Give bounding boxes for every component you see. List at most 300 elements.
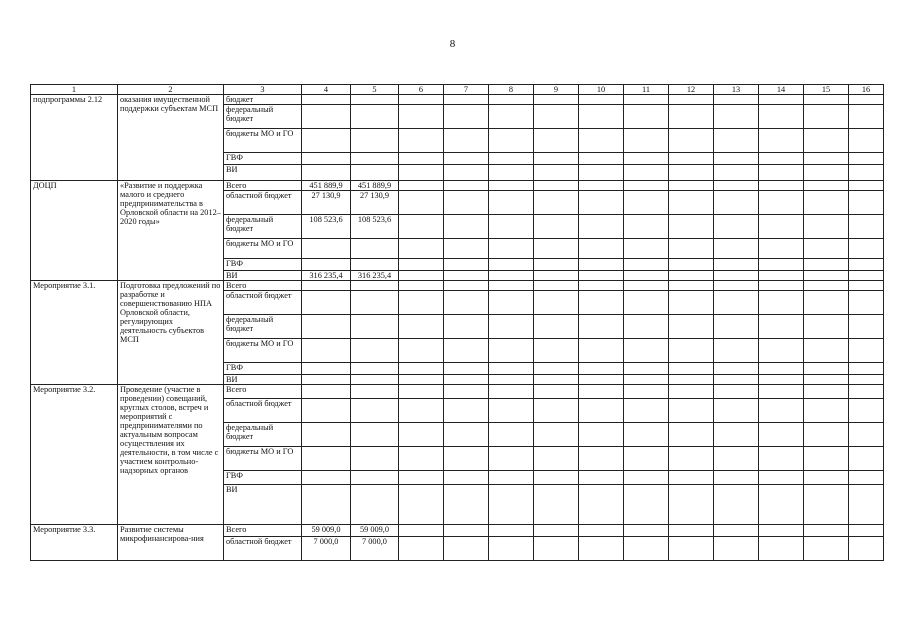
- empty-cell-col-16: [849, 153, 884, 165]
- program-name-cell: Развитие системы микрофинансирова-ния: [118, 525, 224, 561]
- empty-cell-col-11: [624, 375, 669, 385]
- empty-cell-col-15: [804, 485, 849, 525]
- empty-cell-col-15: [804, 315, 849, 339]
- empty-cell-col-11: [624, 281, 669, 291]
- table-row: [31, 281, 884, 291]
- amount-year-cell: [351, 385, 399, 399]
- amount-year-cell: [351, 363, 399, 375]
- column-header-4: 4: [302, 85, 351, 95]
- empty-cell-col-12: [669, 399, 714, 423]
- empty-cell-col-16: [849, 315, 884, 339]
- empty-cell-col-14: [759, 525, 804, 537]
- budget-table: [30, 84, 884, 561]
- empty-cell-col-6: [399, 281, 444, 291]
- empty-cell-col-13: [714, 281, 759, 291]
- empty-cell-col-7: [444, 339, 489, 363]
- empty-cell-col-8: [489, 215, 534, 239]
- empty-cell-col-6: [399, 423, 444, 447]
- amount-total-cell: 7 000,0: [302, 537, 351, 561]
- empty-cell-col-12: [669, 525, 714, 537]
- empty-cell-col-9: [534, 525, 579, 537]
- empty-cell-col-13: [714, 339, 759, 363]
- program-name-cell: Подготовка предложений по разработке и совершенствованию НПА Орловской области, регулирующих деятельность субъектов МСП: [118, 281, 224, 385]
- empty-cell-col-15: [804, 471, 849, 485]
- empty-cell-col-16: [849, 537, 884, 561]
- empty-cell-col-6: [399, 399, 444, 423]
- empty-cell-col-8: [489, 181, 534, 191]
- empty-cell-col-6: [399, 271, 444, 281]
- empty-cell-col-13: [714, 363, 759, 375]
- empty-cell-col-10: [579, 95, 624, 105]
- amount-year-cell: 316 235,4: [351, 271, 399, 281]
- funding-source-cell: ВИ: [224, 165, 302, 181]
- empty-cell-col-6: [399, 339, 444, 363]
- empty-cell-col-13: [714, 423, 759, 447]
- empty-cell-col-6: [399, 181, 444, 191]
- empty-cell-col-7: [444, 239, 489, 259]
- empty-cell-col-15: [804, 95, 849, 105]
- table-row: [31, 525, 884, 537]
- empty-cell-col-6: [399, 239, 444, 259]
- empty-cell-col-8: [489, 165, 534, 181]
- program-name-cell: оказания имущественной поддержки субъектам МСП: [118, 95, 224, 181]
- funding-source-cell: бюджеты МО и ГО: [224, 239, 302, 259]
- empty-cell-col-6: [399, 537, 444, 561]
- column-header-3: 3: [224, 85, 302, 95]
- empty-cell-col-10: [579, 485, 624, 525]
- empty-cell-col-11: [624, 471, 669, 485]
- empty-cell-col-16: [849, 525, 884, 537]
- empty-cell-col-8: [489, 259, 534, 271]
- empty-cell-col-14: [759, 191, 804, 215]
- empty-cell-col-9: [534, 485, 579, 525]
- empty-cell-col-11: [624, 239, 669, 259]
- empty-cell-col-15: [804, 153, 849, 165]
- empty-cell-col-14: [759, 271, 804, 281]
- empty-cell-col-13: [714, 105, 759, 129]
- empty-cell-col-10: [579, 191, 624, 215]
- empty-cell-col-16: [849, 239, 884, 259]
- funding-source-cell: бюджеты МО и ГО: [224, 447, 302, 471]
- empty-cell-col-7: [444, 281, 489, 291]
- column-header-7: 7: [444, 85, 489, 95]
- empty-cell-col-9: [534, 129, 579, 153]
- empty-cell-col-7: [444, 105, 489, 129]
- empty-cell-col-16: [849, 399, 884, 423]
- empty-cell-col-7: [444, 271, 489, 281]
- empty-cell-col-10: [579, 423, 624, 447]
- empty-cell-col-15: [804, 537, 849, 561]
- empty-cell-col-11: [624, 153, 669, 165]
- empty-cell-col-8: [489, 471, 534, 485]
- empty-cell-col-7: [444, 399, 489, 423]
- empty-cell-col-15: [804, 271, 849, 281]
- empty-cell-col-10: [579, 181, 624, 191]
- funding-source-cell: областной бюджет: [224, 291, 302, 315]
- funding-source-cell: ГВФ: [224, 363, 302, 375]
- amount-total-cell: [302, 95, 351, 105]
- empty-cell-col-13: [714, 385, 759, 399]
- empty-cell-col-13: [714, 129, 759, 153]
- amount-year-cell: [351, 375, 399, 385]
- empty-cell-col-11: [624, 447, 669, 471]
- amount-total-cell: 108 523,6: [302, 215, 351, 239]
- empty-cell-col-10: [579, 399, 624, 423]
- empty-cell-col-9: [534, 385, 579, 399]
- funding-source-cell: федеральный бюджет: [224, 315, 302, 339]
- empty-cell-col-10: [579, 291, 624, 315]
- empty-cell-col-12: [669, 281, 714, 291]
- empty-cell-col-14: [759, 339, 804, 363]
- empty-cell-col-10: [579, 259, 624, 271]
- amount-year-cell: 27 130,9: [351, 191, 399, 215]
- empty-cell-col-9: [534, 363, 579, 375]
- empty-cell-col-15: [804, 525, 849, 537]
- amount-year-cell: [351, 485, 399, 525]
- empty-cell-col-13: [714, 259, 759, 271]
- empty-cell-col-9: [534, 315, 579, 339]
- empty-cell-col-14: [759, 239, 804, 259]
- empty-cell-col-16: [849, 385, 884, 399]
- page-number: 8: [449, 38, 456, 50]
- empty-cell-col-14: [759, 315, 804, 339]
- column-header-13: 13: [714, 85, 759, 95]
- empty-cell-col-14: [759, 375, 804, 385]
- empty-cell-col-7: [444, 165, 489, 181]
- empty-cell-col-14: [759, 363, 804, 375]
- empty-cell-col-14: [759, 423, 804, 447]
- empty-cell-col-16: [849, 339, 884, 363]
- empty-cell-col-10: [579, 215, 624, 239]
- empty-cell-col-9: [534, 447, 579, 471]
- empty-cell-col-13: [714, 447, 759, 471]
- amount-total-cell: [302, 471, 351, 485]
- empty-cell-col-10: [579, 363, 624, 375]
- empty-cell-col-9: [534, 165, 579, 181]
- funding-source-cell: Всего: [224, 181, 302, 191]
- empty-cell-col-13: [714, 485, 759, 525]
- empty-cell-col-8: [489, 239, 534, 259]
- empty-cell-col-10: [579, 471, 624, 485]
- empty-cell-col-6: [399, 259, 444, 271]
- amount-year-cell: [351, 447, 399, 471]
- column-number-row: [31, 85, 884, 95]
- amount-total-cell: [302, 423, 351, 447]
- empty-cell-col-12: [669, 239, 714, 259]
- empty-cell-col-14: [759, 281, 804, 291]
- empty-cell-col-12: [669, 215, 714, 239]
- funding-source-cell: областной бюджет: [224, 399, 302, 423]
- program-name-cell: «Развитие и поддержка малого и среднего предпринимательства в Орловской области на 2012–2020 годы»: [118, 181, 224, 281]
- amount-year-cell: [351, 471, 399, 485]
- empty-cell-col-15: [804, 291, 849, 315]
- empty-cell-col-9: [534, 215, 579, 239]
- amount-total-cell: [302, 485, 351, 525]
- column-header-6: 6: [399, 85, 444, 95]
- empty-cell-col-15: [804, 281, 849, 291]
- empty-cell-col-7: [444, 181, 489, 191]
- empty-cell-col-9: [534, 399, 579, 423]
- empty-cell-col-13: [714, 181, 759, 191]
- empty-cell-col-15: [804, 239, 849, 259]
- amount-total-cell: [302, 315, 351, 339]
- amount-total-cell: [302, 363, 351, 375]
- amount-year-cell: [351, 165, 399, 181]
- table-body: [31, 95, 884, 561]
- empty-cell-col-16: [849, 191, 884, 215]
- funding-source-cell: областной бюджет: [224, 191, 302, 215]
- empty-cell-col-16: [849, 281, 884, 291]
- program-status-cell: подпрограммы 2.12: [31, 95, 118, 181]
- empty-cell-col-7: [444, 537, 489, 561]
- amount-year-cell: [351, 339, 399, 363]
- empty-cell-col-12: [669, 129, 714, 153]
- funding-source-cell: ВИ: [224, 375, 302, 385]
- empty-cell-col-14: [759, 471, 804, 485]
- amount-year-cell: [351, 423, 399, 447]
- empty-cell-col-10: [579, 105, 624, 129]
- funding-source-cell: ГВФ: [224, 259, 302, 271]
- empty-cell-col-15: [804, 375, 849, 385]
- amount-year-cell: 59 009,0: [351, 525, 399, 537]
- empty-cell-col-16: [849, 271, 884, 281]
- empty-cell-col-16: [849, 291, 884, 315]
- amount-year-cell: [351, 281, 399, 291]
- empty-cell-col-8: [489, 399, 534, 423]
- empty-cell-col-6: [399, 447, 444, 471]
- empty-cell-col-16: [849, 181, 884, 191]
- funding-source-cell: ГВФ: [224, 471, 302, 485]
- empty-cell-col-15: [804, 363, 849, 375]
- empty-cell-col-13: [714, 525, 759, 537]
- empty-cell-col-11: [624, 423, 669, 447]
- empty-cell-col-11: [624, 271, 669, 281]
- empty-cell-col-11: [624, 339, 669, 363]
- amount-year-cell: [351, 239, 399, 259]
- program-status-cell: ДОЦП: [31, 181, 118, 281]
- empty-cell-col-12: [669, 153, 714, 165]
- empty-cell-col-13: [714, 191, 759, 215]
- empty-cell-col-12: [669, 271, 714, 281]
- funding-source-cell: федеральный бюджет: [224, 215, 302, 239]
- empty-cell-col-16: [849, 423, 884, 447]
- empty-cell-col-12: [669, 95, 714, 105]
- empty-cell-col-14: [759, 291, 804, 315]
- empty-cell-col-8: [489, 485, 534, 525]
- empty-cell-col-8: [489, 129, 534, 153]
- empty-cell-col-11: [624, 191, 669, 215]
- empty-cell-col-14: [759, 485, 804, 525]
- amount-year-cell: [351, 291, 399, 315]
- empty-cell-col-16: [849, 471, 884, 485]
- amount-total-cell: 451 889,9: [302, 181, 351, 191]
- empty-cell-col-12: [669, 105, 714, 129]
- empty-cell-col-16: [849, 485, 884, 525]
- empty-cell-col-7: [444, 259, 489, 271]
- empty-cell-col-16: [849, 363, 884, 375]
- empty-cell-col-16: [849, 447, 884, 471]
- empty-cell-col-12: [669, 191, 714, 215]
- empty-cell-col-8: [489, 95, 534, 105]
- empty-cell-col-15: [804, 339, 849, 363]
- amount-year-cell: 451 889,9: [351, 181, 399, 191]
- empty-cell-col-11: [624, 315, 669, 339]
- empty-cell-col-8: [489, 525, 534, 537]
- empty-cell-col-14: [759, 385, 804, 399]
- empty-cell-col-13: [714, 215, 759, 239]
- empty-cell-col-10: [579, 339, 624, 363]
- empty-cell-col-12: [669, 363, 714, 375]
- empty-cell-col-9: [534, 105, 579, 129]
- empty-cell-col-6: [399, 525, 444, 537]
- empty-cell-col-11: [624, 485, 669, 525]
- empty-cell-col-13: [714, 537, 759, 561]
- empty-cell-col-11: [624, 215, 669, 239]
- empty-cell-col-15: [804, 165, 849, 181]
- empty-cell-col-7: [444, 215, 489, 239]
- empty-cell-col-13: [714, 239, 759, 259]
- empty-cell-col-7: [444, 485, 489, 525]
- empty-cell-col-13: [714, 315, 759, 339]
- amount-year-cell: [351, 259, 399, 271]
- empty-cell-col-15: [804, 105, 849, 129]
- empty-cell-col-14: [759, 129, 804, 153]
- empty-cell-col-10: [579, 525, 624, 537]
- column-header-12: 12: [669, 85, 714, 95]
- empty-cell-col-11: [624, 291, 669, 315]
- empty-cell-col-12: [669, 291, 714, 315]
- empty-cell-col-6: [399, 375, 444, 385]
- amount-total-cell: [302, 165, 351, 181]
- funding-source-cell: Всего: [224, 281, 302, 291]
- empty-cell-col-6: [399, 315, 444, 339]
- empty-cell-col-12: [669, 315, 714, 339]
- empty-cell-col-9: [534, 471, 579, 485]
- empty-cell-col-12: [669, 423, 714, 447]
- empty-cell-col-7: [444, 525, 489, 537]
- empty-cell-col-6: [399, 471, 444, 485]
- empty-cell-col-8: [489, 537, 534, 561]
- empty-cell-col-8: [489, 291, 534, 315]
- empty-cell-col-10: [579, 385, 624, 399]
- empty-cell-col-8: [489, 105, 534, 129]
- empty-cell-col-12: [669, 181, 714, 191]
- column-header-1: 1: [31, 85, 118, 95]
- amount-total-cell: 59 009,0: [302, 525, 351, 537]
- empty-cell-col-15: [804, 447, 849, 471]
- empty-cell-col-10: [579, 153, 624, 165]
- amount-total-cell: [302, 129, 351, 153]
- empty-cell-col-6: [399, 105, 444, 129]
- empty-cell-col-10: [579, 375, 624, 385]
- column-header-11: 11: [624, 85, 669, 95]
- empty-cell-col-15: [804, 129, 849, 153]
- empty-cell-col-11: [624, 95, 669, 105]
- empty-cell-col-6: [399, 363, 444, 375]
- empty-cell-col-14: [759, 259, 804, 271]
- column-header-5: 5: [351, 85, 399, 95]
- empty-cell-col-13: [714, 471, 759, 485]
- amount-total-cell: 27 130,9: [302, 191, 351, 215]
- empty-cell-col-12: [669, 339, 714, 363]
- empty-cell-col-12: [669, 385, 714, 399]
- empty-cell-col-7: [444, 363, 489, 375]
- empty-cell-col-8: [489, 191, 534, 215]
- empty-cell-col-10: [579, 271, 624, 281]
- column-header-9: 9: [534, 85, 579, 95]
- empty-cell-col-11: [624, 537, 669, 561]
- amount-total-cell: [302, 447, 351, 471]
- empty-cell-col-16: [849, 129, 884, 153]
- empty-cell-col-9: [534, 95, 579, 105]
- empty-cell-col-11: [624, 105, 669, 129]
- empty-cell-col-16: [849, 95, 884, 105]
- empty-cell-col-15: [804, 385, 849, 399]
- empty-cell-col-15: [804, 181, 849, 191]
- amount-year-cell: 7 000,0: [351, 537, 399, 561]
- program-status-cell: Мероприятие 3.2.: [31, 385, 118, 525]
- empty-cell-col-13: [714, 153, 759, 165]
- empty-cell-col-8: [489, 363, 534, 375]
- column-header-10: 10: [579, 85, 624, 95]
- amount-year-cell: [351, 129, 399, 153]
- empty-cell-col-16: [849, 215, 884, 239]
- funding-source-cell: ВИ: [224, 485, 302, 525]
- empty-cell-col-9: [534, 153, 579, 165]
- empty-cell-col-16: [849, 165, 884, 181]
- table-row: [31, 95, 884, 105]
- funding-source-cell: федеральный бюджет: [224, 105, 302, 129]
- empty-cell-col-11: [624, 525, 669, 537]
- empty-cell-col-10: [579, 537, 624, 561]
- empty-cell-col-6: [399, 129, 444, 153]
- empty-cell-col-9: [534, 259, 579, 271]
- empty-cell-col-15: [804, 399, 849, 423]
- empty-cell-col-7: [444, 291, 489, 315]
- empty-cell-col-8: [489, 271, 534, 281]
- empty-cell-col-6: [399, 191, 444, 215]
- empty-cell-col-9: [534, 181, 579, 191]
- column-header-8: 8: [489, 85, 534, 95]
- empty-cell-col-7: [444, 471, 489, 485]
- table-row: [31, 385, 884, 399]
- empty-cell-col-15: [804, 423, 849, 447]
- program-status-cell: Мероприятие 3.1.: [31, 281, 118, 385]
- empty-cell-col-14: [759, 215, 804, 239]
- empty-cell-col-14: [759, 165, 804, 181]
- amount-total-cell: [302, 385, 351, 399]
- empty-cell-col-8: [489, 375, 534, 385]
- empty-cell-col-9: [534, 239, 579, 259]
- empty-cell-col-6: [399, 215, 444, 239]
- funding-source-cell: ГВФ: [224, 153, 302, 165]
- empty-cell-col-14: [759, 399, 804, 423]
- column-header-16: 16: [849, 85, 884, 95]
- empty-cell-col-9: [534, 423, 579, 447]
- empty-cell-col-11: [624, 129, 669, 153]
- empty-cell-col-10: [579, 129, 624, 153]
- funding-source-cell: ВИ: [224, 271, 302, 281]
- empty-cell-col-9: [534, 339, 579, 363]
- empty-cell-col-10: [579, 281, 624, 291]
- empty-cell-col-13: [714, 271, 759, 281]
- empty-cell-col-11: [624, 363, 669, 375]
- empty-cell-col-7: [444, 129, 489, 153]
- empty-cell-col-7: [444, 385, 489, 399]
- empty-cell-col-6: [399, 153, 444, 165]
- empty-cell-col-11: [624, 181, 669, 191]
- empty-cell-col-11: [624, 259, 669, 271]
